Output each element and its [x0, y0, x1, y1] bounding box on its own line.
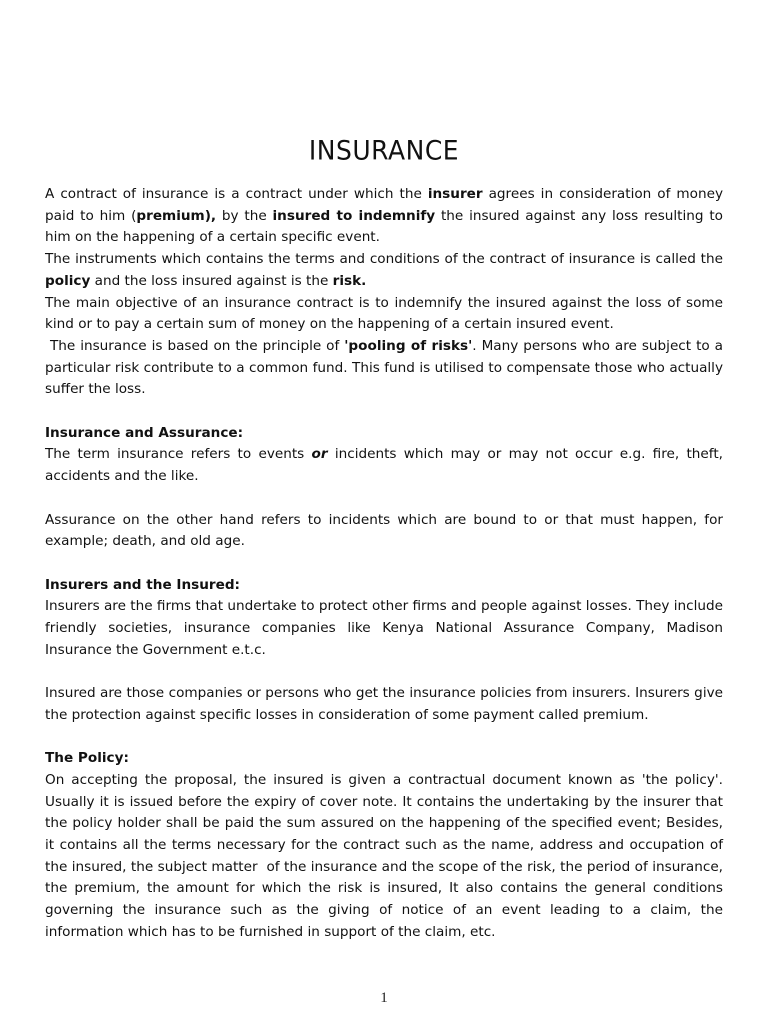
text-run: The insurance is based on the principle of — [45, 337, 345, 354]
section-heading-policy: The Policy: — [45, 750, 129, 767]
bold-term-policy: policy — [45, 272, 91, 289]
bold-term-premium: premium), — [136, 207, 217, 224]
bold-term-pooling: 'pooling of risks' — [344, 337, 473, 354]
text-run: the insured against any loss resulting to him on the happening of a certain specific event. — [45, 207, 723, 246]
page-title: INSURANCE — [308, 135, 460, 166]
page-number: 1 — [380, 990, 388, 1006]
spacer — [45, 488, 723, 510]
insurers-paragraph-1: Insurers are the firms that undertake to protect other firms and people against losses. They include friendly societies, insurance companies like Kenya National Assurance Company, Madison Insurance the Government e.t.c. — [45, 598, 724, 658]
text-run: and the loss insured against is the — [90, 272, 333, 289]
intro-paragraph-2 — [45, 249, 723, 292]
text-run: by the — [216, 207, 273, 224]
spacer — [45, 661, 723, 683]
bold-term-indemnify: insured to indemnify — [272, 207, 436, 224]
text-run: A contract of insurance is a contract under which the — [45, 186, 428, 202]
intro-paragraph-3: The main objective of an insurance contract is to indemnify the insured against the loss of some kind or to pay a certain sum of money on the happening of a certain insured event. — [45, 294, 723, 333]
spacer — [45, 553, 723, 575]
text-run: The instruments which contains the terms and conditions of the contract of insurance is called the — [45, 251, 723, 268]
text-run: The term insurance refers to events — [45, 446, 312, 463]
bold-term-risk: risk. — [332, 272, 367, 289]
intro-paragraph-4 — [45, 336, 728, 401]
text-run: . Many persons who are subject to a particular risk contribute to a common fund. This fund is utilised to compensate those who actually suffer the loss. — [45, 337, 728, 398]
policy-paragraph-1: On accepting the proposal, the insured is given a contractual document known as 'the policy'. Usually it is issued before the expiry of cover note. It contains the undertaking by the insurer that the policy holder shall be paid the sum assured on the happening of the specified event; Besides, it contains all the terms necessary for the contract such as the name, address and occupation of the insured, the subject matter of the insurance and the scope of the risk, the period of insurance, the premium, the amount for which the risk is insured, It also contains the general conditions governing the insurance such as the giving of notice of an event leading to a claim, the information which has to be furnished in support of the claim, etc. — [45, 771, 728, 940]
assurance-paragraph-1 — [45, 444, 723, 487]
spacer — [45, 727, 723, 749]
section-heading-insurers: Insurers and the Insured: — [45, 576, 240, 593]
text-run: agrees in consideration of money paid to him ( — [45, 186, 723, 224]
emphasis-or: or — [311, 446, 328, 463]
intro-paragraph-1 — [45, 184, 723, 249]
spacer — [45, 401, 723, 423]
assurance-paragraph-2: Assurance on the other hand refers to incidents which are bound to or that must happen, for example; death, and old age. — [45, 511, 723, 550]
text-run: incidents which may or may not occur e.g. fire, theft, accidents and the like. — [45, 446, 723, 485]
bold-term-insurer: insurer — [427, 186, 483, 202]
document-page — [45, 132, 728, 944]
section-heading-assurance: Insurance and Assurance: — [45, 424, 244, 441]
insurers-paragraph-2: Insured are those companies or persons who get the insurance policies from insurers. Insurers give the protection against specific losses in consideration of some payment called premium. — [45, 685, 723, 723]
